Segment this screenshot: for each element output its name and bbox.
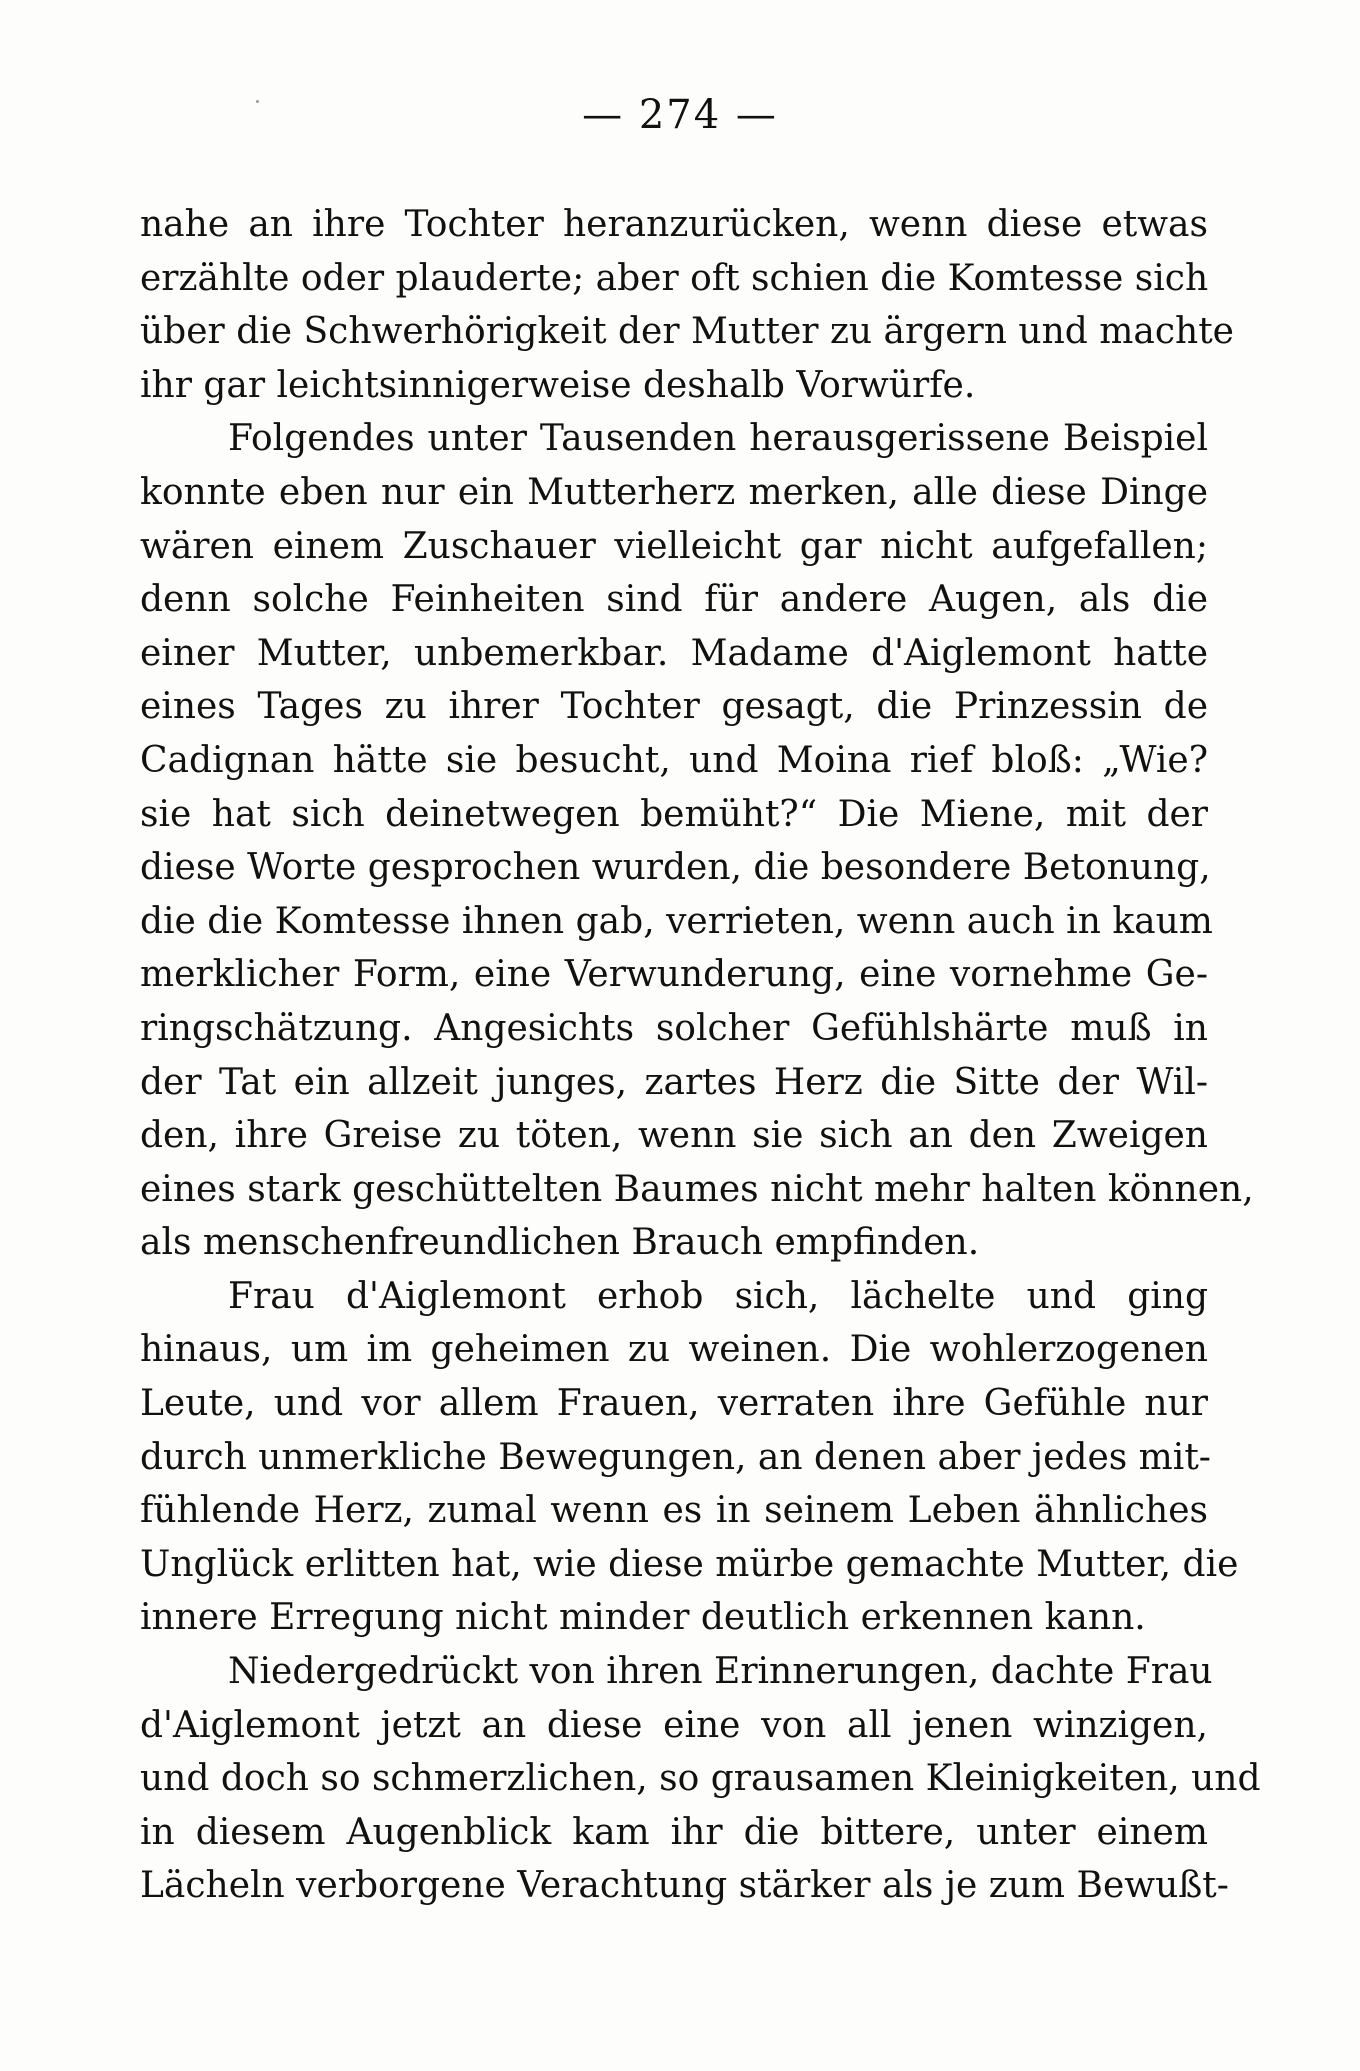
text-line: und doch so schmerzlichen, so grausamen Kleinigkeiten, und [140,1758,1261,1800]
text-line: der Tat ein allzeit junges, zartes Herz die Sitte der Wil- [140,1061,1208,1103]
text-line: Lächeln verborgene Verachtung stärker als je zum Bewußt- [140,1865,1229,1907]
text-line: konnte eben nur ein Mutterherz merken, alle diese Dinge [140,471,1208,513]
text-line: fühlende Herz, zumal wenn es in seinem Leben ähnliches [140,1490,1208,1532]
text-line: ringschätzung. Angesichts solcher Gefühlshärte muß in [140,1007,1208,1049]
text-line: wären einem Zuschauer vielleicht gar nicht aufgefallen; [140,525,1208,567]
text-line: einer Mutter, unbemerkbar. Madame d'Aiglemont hatte [140,632,1208,674]
text-line: Frau d'Aiglemont erhob sich, lächelte und ging [228,1275,1208,1317]
text-line: über die Schwerhörigkeit der Mutter zu ärgern und machte [140,311,1234,353]
text-line: denn solche Feinheiten sind für andere Augen, als die [140,579,1208,621]
text-line: sie hat sich deinetwegen bemüht?“ Die Miene, mit der [140,793,1208,835]
text-line: Niedergedrückt von ihren Erinnerungen, dachte Frau [228,1651,1213,1693]
text-line: hinaus, um im geheimen zu weinen. Die wohlerzogenen [140,1329,1208,1371]
text-line: durch unmerkliche Bewegungen, an denen aber jedes mit- [140,1436,1211,1478]
text-line: Folgendes unter Tausenden herausgerissene Beispiel [228,418,1208,460]
text-line: erzählte oder plauderte; aber oft schien die Komtesse sich [140,257,1209,299]
text-line: ihr gar leichtsinnigerweise deshalb Vorwürfe. [140,364,976,406]
text-line: als menschenfreundlichen Brauch empfinden. [140,1222,980,1264]
text-line: nahe an ihre Tochter heranzurücken, wenn diese etwas [140,204,1208,245]
text-line: Leute, und vor allem Frauen, verraten ihre Gefühle nur [140,1383,1208,1425]
text-line: Cadignan hätte sie besucht, und Moina rief bloß: „Wie? [140,739,1208,781]
text-line: merklicher Form, eine Verwunderung, eine vornehme Ge- [140,954,1208,996]
text-line: d'Aiglemont jetzt an diese eine von all jenen winzigen, [140,1704,1208,1746]
text-line: den, ihre Greise zu töten, wenn sie sich an den Zweigen [140,1115,1208,1157]
text-line: die die Komtesse ihnen gab, verrieten, wenn auch in kaum [140,900,1213,942]
text-line: in diesem Augenblick kam ihr die bittere, unter einem [140,1811,1208,1853]
text-line: diese Worte gesprochen wurden, die besondere Betonung, [140,847,1211,889]
page-number: — 274 — [582,92,778,138]
text-line: eines stark geschüttelten Baumes nicht mehr halten können, [140,1168,1254,1210]
body-text [140,198,1261,1913]
text-line: Unglück erlitten hat, wie diese mürbe gemachte Mutter, die [140,1543,1239,1585]
text-line: eines Tages zu ihrer Tochter gesagt, die Prinzessin de [140,686,1208,728]
text-line: innere Erregung nicht minder deutlich erkennen kann. [140,1597,1146,1639]
